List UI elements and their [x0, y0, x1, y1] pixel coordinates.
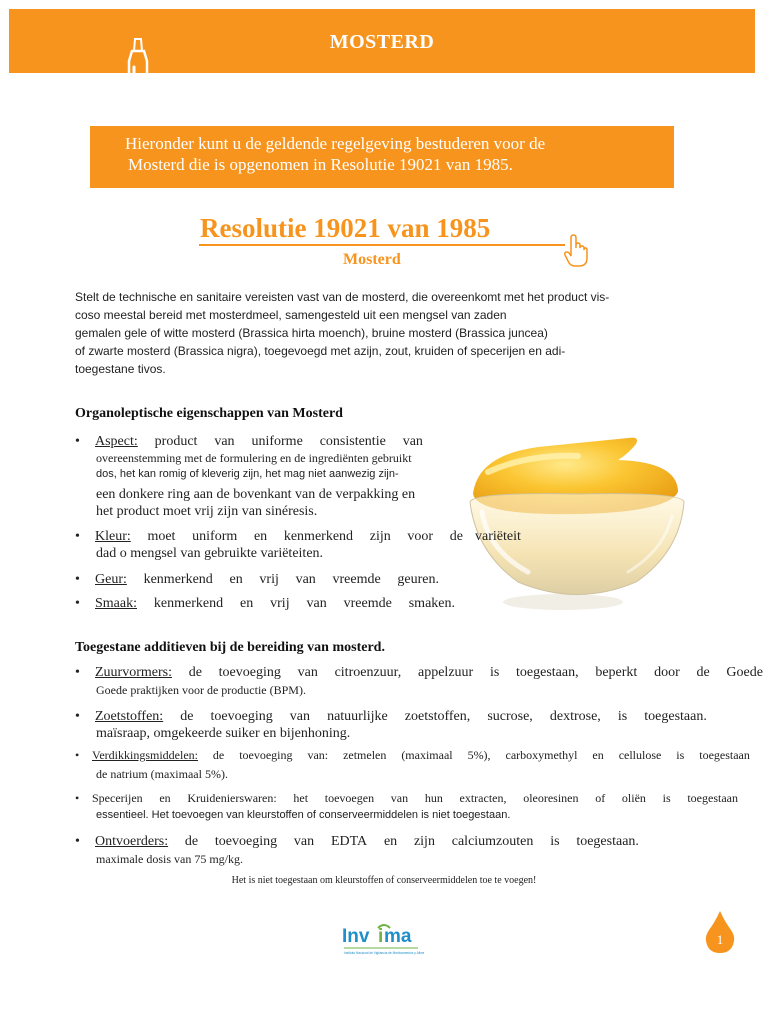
- intro-paragraph: [75, 288, 609, 378]
- bullet: •: [75, 572, 80, 587]
- bullet: •: [75, 791, 80, 805]
- zuurvormers-line-2: Goede praktijken voor de productie (BPM).: [96, 683, 306, 697]
- specerijen-line-2: essentieel. Het toevoegen van kleurstoffen of conserveermiddelen is niet toegestaan.: [96, 809, 511, 821]
- verdikking-line-1: [92, 748, 750, 763]
- aspect-label: Aspect:: [95, 434, 138, 449]
- word: Goede: [726, 665, 763, 680]
- word: oliën: [621, 791, 646, 805]
- word: en: [240, 596, 254, 611]
- aspect-line-4: een donkere ring aan de bovenkant van de verpakking en: [96, 487, 416, 502]
- word: vrij: [259, 572, 279, 587]
- word: en: [592, 748, 604, 762]
- word: zijn: [369, 529, 391, 544]
- word: de: [212, 748, 225, 762]
- word: is: [489, 665, 500, 680]
- word: zetmelen: [343, 748, 387, 762]
- svg-text:Instituto Nacional de Vigilanc: Instituto Nacional de Vigilancia de Medicamentos y Alimentos: [344, 951, 424, 955]
- word: calciumzouten: [451, 834, 534, 849]
- word: en: [159, 791, 171, 805]
- intro-line: of zwarte mosterd (Brassica nigra), toegevoegd met azijn, zout, kruiden of specerijen en adi-: [75, 344, 566, 358]
- word: appelzuur: [418, 665, 474, 680]
- word: van: [402, 434, 423, 449]
- invima-logo: [340, 922, 424, 963]
- word: toevoeging: [239, 748, 293, 762]
- ontvoerders-label: Ontvoerders:: [95, 834, 169, 849]
- word: van: [390, 791, 409, 805]
- word: uniform: [192, 529, 238, 544]
- intro-line: toegestane tivos.: [75, 362, 166, 376]
- word: carboxymethyl: [505, 748, 578, 762]
- word: is: [550, 834, 560, 849]
- word: oleoresinen: [523, 791, 579, 805]
- zuurvormers-line-1: [95, 665, 763, 681]
- specerijen-line-1: [92, 791, 738, 806]
- word: toegestaan.: [644, 709, 707, 724]
- invima-logo-mark: [340, 922, 424, 958]
- word: kenmerkend: [143, 572, 213, 587]
- svg-text:ma: ma: [384, 926, 412, 947]
- word: de: [696, 665, 710, 680]
- kleur-tail-word: variëteit: [475, 529, 521, 544]
- word: geuren.: [397, 572, 439, 587]
- word: van: [214, 434, 235, 449]
- bullet: •: [75, 748, 80, 762]
- zoetstoffen-line-2: maïsraap, omgekeerde suiker en bijenhoning.: [96, 726, 351, 741]
- svg-text:Inv: Inv: [342, 926, 370, 947]
- word: dextrose,: [549, 709, 601, 724]
- header-bar: [9, 9, 755, 73]
- kleur-label: Kleur:: [95, 529, 131, 544]
- word: 5%),: [467, 748, 491, 762]
- word: natuurlijke: [327, 709, 388, 724]
- verdikking-line-2: de natrium (maximaal 5%).: [96, 767, 228, 781]
- kleur-line-1: [95, 529, 463, 545]
- mustard-bowl-image: [468, 432, 768, 614]
- zoetstoffen-line-1: [95, 709, 707, 725]
- word: van: [306, 596, 327, 611]
- intro-line: coso meestal bereid met mosterdmeel, samengesteld uit een mengsel van zaden: [75, 308, 507, 322]
- word: Specerijen: [92, 791, 143, 805]
- word: van: [293, 834, 315, 849]
- word: van: [289, 709, 311, 724]
- word: de: [180, 709, 194, 724]
- word: van:: [307, 748, 329, 762]
- intro-line: Stelt de technische en sanitaire vereisten vast van de mosterd, die overeenkomt met het product vis-: [75, 290, 610, 304]
- word: vreemde: [332, 572, 381, 587]
- word: door: [654, 665, 680, 680]
- word: is: [662, 791, 671, 805]
- word: cellulose: [618, 748, 662, 762]
- word: is: [676, 748, 685, 762]
- word: toegestaan: [699, 748, 750, 762]
- word: zijn: [413, 834, 435, 849]
- bullet: •: [75, 596, 80, 611]
- word: moet: [147, 529, 176, 544]
- verdikking-label: Verdikkingsmiddelen:: [92, 748, 198, 762]
- word: vreemde: [343, 596, 392, 611]
- banner-line-2: Mosterd die is opgenomen in Resolutie 19021 van 1985.: [128, 155, 513, 174]
- word: en: [229, 572, 243, 587]
- title-underline: [199, 244, 565, 246]
- word: toevoeging: [210, 709, 273, 724]
- word: product: [154, 434, 198, 449]
- drop-icon: [705, 910, 735, 954]
- word: toegestaan,: [516, 665, 579, 680]
- zuurvormers-label: Zuurvormers:: [95, 665, 172, 680]
- ontvoerders-line-1: [95, 834, 639, 850]
- word: voor: [407, 529, 434, 544]
- bullet: •: [75, 665, 80, 680]
- word: het: [293, 791, 309, 805]
- organoleptic-heading: Organoleptische eigenschappen van Mosterd: [75, 406, 343, 421]
- ontvoerders-line-2: maximale dosis van 75 mg/kg.: [96, 852, 243, 866]
- word: kenmerkend: [153, 596, 224, 611]
- bullet: •: [75, 529, 80, 544]
- svg-text:i: i: [378, 926, 384, 947]
- word: toegestaan.: [576, 834, 639, 849]
- zoetstoffen-label: Zoetstoffen:: [95, 709, 164, 724]
- word: consistentie: [319, 434, 386, 449]
- aspect-line-1: [95, 434, 423, 450]
- word: citroenzuur,: [334, 665, 402, 680]
- smaak-line: [95, 596, 455, 612]
- word: EDTA: [330, 834, 368, 849]
- word: de: [188, 665, 202, 680]
- geur-line: [95, 572, 439, 588]
- word: smaken.: [408, 596, 455, 611]
- word: en: [253, 529, 268, 544]
- geur-label: Geur:: [95, 572, 127, 587]
- word: uniforme: [251, 434, 303, 449]
- intro-line: gemalen gele of witte mosterd (Brassica hirta moench), bruine mosterd (Brassica juncea): [75, 326, 548, 340]
- page-number-badge: [705, 910, 735, 959]
- aspect-line-5: het product moet vrij zijn van sinéresis.: [96, 504, 318, 519]
- word: is: [617, 709, 628, 724]
- bullet: •: [75, 709, 80, 724]
- word: toevoegen: [324, 791, 375, 805]
- bullet: •: [75, 834, 80, 849]
- footer-note: Het is niet toegestaan om kleurstoffen of conserveermiddelen toe te voegen!: [231, 875, 537, 886]
- intro-banner: [90, 126, 674, 188]
- word: van: [297, 665, 318, 680]
- word: beperkt: [595, 665, 638, 680]
- word: toevoeging: [218, 665, 281, 680]
- word: zoetstoffen,: [404, 709, 471, 724]
- kleur-line-2: dad o mengsel van gebruikte variëteiten.: [96, 546, 324, 561]
- word: extracten,: [459, 791, 507, 805]
- word: en: [383, 834, 398, 849]
- word: of: [595, 791, 606, 805]
- additives-heading: Toegestane additieven bij de bereiding van mosterd.: [75, 640, 385, 655]
- word: (maximaal: [401, 748, 453, 762]
- word: de: [184, 834, 199, 849]
- word: kenmerkend: [283, 529, 354, 544]
- page-number: 1: [716, 932, 724, 947]
- word: de: [449, 529, 463, 544]
- resolution-title: Resolutie 19021 van 1985: [200, 213, 491, 243]
- aspect-line-3: dos, het kan romig of kleverig zijn, het mag niet aanwezig zijn-: [96, 468, 399, 480]
- smaak-label: Smaak:: [95, 596, 137, 611]
- word: toevoeging: [214, 834, 278, 849]
- pointing-hand-icon: [564, 234, 588, 268]
- aspect-line-2: overeenstemming met de formulering en de ingrediënten gebruikt: [96, 451, 412, 465]
- resolution-subtitle: Mosterd: [343, 251, 401, 268]
- word: hun: [424, 791, 443, 805]
- bullet: •: [75, 434, 80, 449]
- word: sucrose,: [487, 709, 533, 724]
- word: toegestaan: [687, 791, 738, 805]
- banner-line-1: Hieronder kunt u de geldende regelgeving bestuderen voor de: [125, 134, 546, 153]
- word: vrij: [270, 596, 290, 611]
- header-title: MOSTERD: [329, 31, 435, 53]
- word: Kruidenierswaren:: [187, 791, 277, 805]
- word: van: [295, 572, 316, 587]
